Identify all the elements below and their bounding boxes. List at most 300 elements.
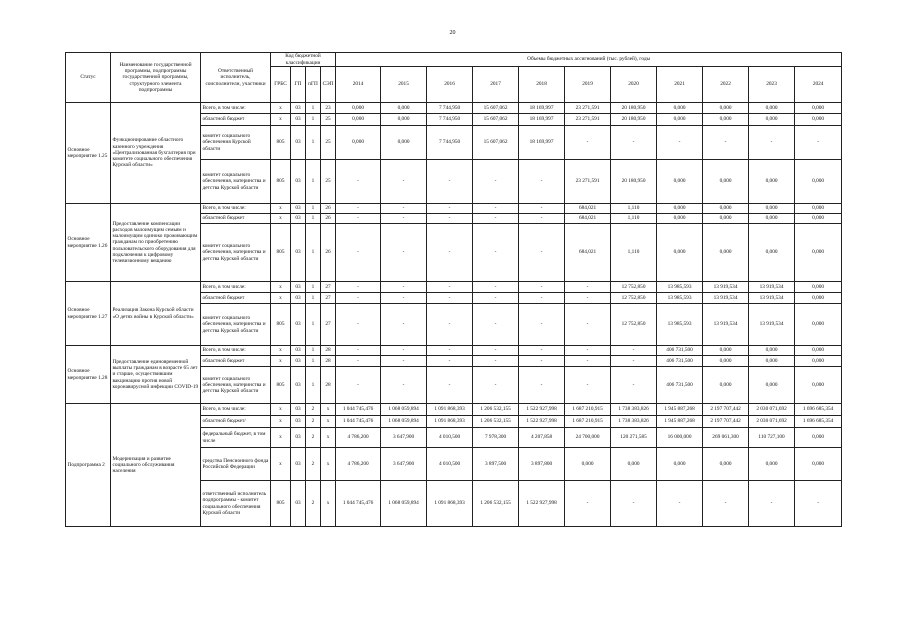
- row-executor: областной бюджет: [201, 114, 271, 126]
- row-code: 805: [271, 367, 291, 404]
- table-row: [66, 282, 842, 293]
- row-amount: 15 607,062: [473, 126, 519, 160]
- row-amount: 0,000: [703, 224, 749, 282]
- row-amount: -: [519, 346, 565, 356]
- row-amount: -: [611, 126, 657, 160]
- row-amount: 0,000: [749, 204, 795, 214]
- row-amount: 0,000: [703, 103, 749, 114]
- row-amount: 13 919,534: [703, 293, 749, 304]
- row-amount: 0,000: [703, 367, 749, 404]
- row-amount: -: [336, 204, 381, 214]
- row-amount: 1 044 745,476: [336, 416, 381, 428]
- header-code: ГП: [291, 67, 306, 103]
- row-amount: 0,000: [749, 114, 795, 126]
- row-amount: -: [519, 356, 565, 367]
- row-amount: 0,000: [381, 114, 427, 126]
- row-amount: -: [795, 126, 842, 160]
- row-code: 27: [321, 282, 336, 293]
- header-year: 2017: [473, 67, 519, 103]
- row-amount: -: [749, 126, 795, 160]
- row-amount: -: [381, 356, 427, 367]
- row-code: 03: [291, 114, 306, 126]
- header-codes-group: Код бюджетной классификации: [271, 53, 336, 67]
- row-amount: 23 271,591: [565, 114, 611, 126]
- row-executor: Всего, в том числе:: [201, 103, 271, 114]
- row-amount: -: [473, 367, 519, 404]
- row-amount: 1 044 745,476: [336, 481, 381, 527]
- row-amount: -: [381, 224, 427, 282]
- row-amount: 1,110: [611, 224, 657, 282]
- row-code: х: [321, 448, 336, 481]
- row-amount: -: [519, 224, 565, 282]
- row-amount: -: [473, 214, 519, 224]
- row-amount: 406 731,500: [657, 367, 703, 404]
- row-code: 1: [306, 126, 321, 160]
- row-amount: 0,000: [703, 214, 749, 224]
- row-amount: -: [427, 356, 473, 367]
- row-amount: -: [336, 304, 381, 346]
- row-executor: Всего, в том числе:: [201, 404, 271, 416]
- row-amount: 2 030 071,692: [749, 404, 795, 416]
- row-amount: 1 091 868,393: [427, 416, 473, 428]
- row-amount: 0,000: [795, 204, 842, 214]
- row-amount: 1 945 887,268: [657, 416, 703, 428]
- row-code: 1: [306, 114, 321, 126]
- row-amount: 4 207,858: [519, 428, 565, 448]
- row-amount: -: [519, 160, 565, 204]
- row-executor: комитет социального обеспечения Курской области: [201, 126, 271, 160]
- row-amount: 1 945 887,268: [657, 404, 703, 416]
- row-amount: 15 607,062: [473, 103, 519, 114]
- row-amount: 0,000: [795, 346, 842, 356]
- row-amount: -: [381, 346, 427, 356]
- row-amount: -: [336, 282, 381, 293]
- row-amount: 24 700,000: [565, 428, 611, 448]
- row-code: 03: [291, 404, 306, 416]
- row-amount: 0,000: [703, 114, 749, 126]
- row-amount: 0,000: [657, 214, 703, 224]
- row-amount: 2 197 707,442: [703, 404, 749, 416]
- row-code: 26: [321, 224, 336, 282]
- row-code: 03: [291, 214, 306, 224]
- row-code: 27: [321, 304, 336, 346]
- row-amount: 13 919,534: [749, 282, 795, 293]
- row-code: 805: [271, 126, 291, 160]
- row-code: х: [271, 346, 291, 356]
- row-amount: 7 978,300: [473, 428, 519, 448]
- row-amount: 0,000: [795, 214, 842, 224]
- row-amount: 1 696 685,354: [795, 404, 842, 416]
- header-year: 2019: [565, 67, 611, 103]
- header-code: пГП: [306, 67, 321, 103]
- row-code: х: [271, 214, 291, 224]
- row-amount: 4 010,500: [427, 428, 473, 448]
- row-amount: -: [473, 356, 519, 367]
- row-amount: 2 030 071,692: [749, 416, 795, 428]
- row-amount: 0,000: [657, 204, 703, 214]
- row-amount: 12 752,850: [611, 282, 657, 293]
- row-amount: 0,000: [657, 224, 703, 282]
- row-amount: 120 271,585: [611, 428, 657, 448]
- page-number: 20: [449, 30, 456, 36]
- row-amount: 0,000: [657, 114, 703, 126]
- row-amount: -: [381, 293, 427, 304]
- row-code: 1: [306, 204, 321, 214]
- row-amount: -: [565, 126, 611, 160]
- row-amount: 0,000: [749, 224, 795, 282]
- row-amount: 0,000: [795, 282, 842, 293]
- row-code: 1: [306, 356, 321, 367]
- row-code: х: [271, 448, 291, 481]
- row-amount: 0,000: [749, 346, 795, 356]
- header-year: 2022: [703, 67, 749, 103]
- row-amount: 0,000: [795, 224, 842, 282]
- row-amount: 16 000,000: [657, 428, 703, 448]
- row-amount: 20 180,950: [611, 114, 657, 126]
- row-amount: -: [565, 481, 611, 527]
- header-year: 2014: [336, 67, 381, 103]
- row-code: 03: [291, 293, 306, 304]
- row-amount: 0,000: [795, 304, 842, 346]
- row-code: 1: [306, 304, 321, 346]
- row-amount: -: [611, 346, 657, 356]
- row-amount: 1 091 868,393: [427, 481, 473, 527]
- row-amount: -: [381, 304, 427, 346]
- row-code: 805: [271, 304, 291, 346]
- row-amount: 0,000: [795, 367, 842, 404]
- row-code: х: [271, 282, 291, 293]
- row-amount: -: [336, 160, 381, 204]
- row-amount: -: [427, 224, 473, 282]
- row-code: 28: [321, 367, 336, 404]
- row-executor: областной бюджет: [201, 214, 271, 224]
- row-code: 1: [306, 367, 321, 404]
- row-code: 25: [321, 160, 336, 204]
- row-amount: -: [611, 356, 657, 367]
- row-amount: -: [427, 204, 473, 214]
- row-code: х: [271, 416, 291, 428]
- row-amount: 684,021: [565, 204, 611, 214]
- row-code: х: [271, 114, 291, 126]
- row-amount: -: [519, 367, 565, 404]
- row-amount: 0,000: [795, 160, 842, 204]
- table-row: [66, 404, 842, 416]
- row-amount: -: [427, 282, 473, 293]
- row-executor: областной бюджет: [201, 293, 271, 304]
- row-amount: 4 010,500: [427, 448, 473, 481]
- row-amount: 0,000: [611, 448, 657, 481]
- row-amount: -: [336, 356, 381, 367]
- row-code: х: [271, 204, 291, 214]
- row-executor: областной бюджет: [201, 356, 271, 367]
- header-year: 2018: [519, 67, 565, 103]
- row-amount: -: [519, 282, 565, 293]
- row-executor: ответственный исполнитель подпрограммы - комитет социального обеспечения Курской области: [201, 481, 271, 527]
- row-code: 03: [291, 448, 306, 481]
- row-code: 805: [271, 481, 291, 527]
- row-amount: 1 206 532,155: [473, 416, 519, 428]
- row-amount: -: [427, 160, 473, 204]
- row-name: Функционирование областного казенного учреждения «Централизованная бухгалтерия при комитете социального обеспечения Курской области»: [111, 103, 201, 204]
- row-amount: 3 897,500: [473, 448, 519, 481]
- row-name: Реализация Закона Курской области «О детях войны в Курской области»: [111, 282, 201, 346]
- row-amount: 0,000: [703, 448, 749, 481]
- row-executor: комитет социального обеспечения, материнства и детства Курской области: [201, 160, 271, 204]
- row-amount: -: [519, 204, 565, 214]
- row-amount: 1 522 927,998: [519, 481, 565, 527]
- row-code: х: [271, 293, 291, 304]
- row-code: х: [321, 404, 336, 416]
- row-amount: 1 522 927,998: [519, 416, 565, 428]
- row-amount: 0,000: [565, 448, 611, 481]
- row-amount: 1 738 383,826: [611, 404, 657, 416]
- row-code: 03: [291, 481, 306, 527]
- row-amount: -: [427, 367, 473, 404]
- header-status: Статус: [66, 53, 111, 103]
- row-amount: -: [473, 282, 519, 293]
- row-amount: 18 169,997: [519, 126, 565, 160]
- row-amount: -: [611, 481, 657, 527]
- row-amount: 110 727,100: [749, 428, 795, 448]
- row-amount: 13 985,593: [657, 293, 703, 304]
- row-amount: 0,000: [749, 448, 795, 481]
- row-amount: -: [611, 367, 657, 404]
- row-amount: -: [749, 481, 795, 527]
- table-row: [66, 103, 842, 114]
- row-amount: -: [336, 367, 381, 404]
- row-amount: 13 985,593: [657, 304, 703, 346]
- row-amount: -: [336, 293, 381, 304]
- row-amount: -: [427, 214, 473, 224]
- row-amount: -: [657, 481, 703, 527]
- row-amount: 20 180,950: [611, 103, 657, 114]
- row-amount: 269 061,300: [703, 428, 749, 448]
- row-amount: 0,000: [336, 126, 381, 160]
- header-code: ГРБС: [271, 67, 291, 103]
- header-executor: Ответственный исполнитель, соисполнители, участники: [201, 53, 271, 103]
- row-amount: 12 752,850: [611, 304, 657, 346]
- row-executor: комитет социального обеспечения, материнства и детства Курской области: [201, 224, 271, 282]
- row-amount: 406 731,500: [657, 356, 703, 367]
- row-code: 03: [291, 356, 306, 367]
- row-amount: 0,000: [657, 160, 703, 204]
- row-executor: комитет социального обеспечения, материнства и детства Курской области: [201, 304, 271, 346]
- row-amount: 7 744,950: [427, 126, 473, 160]
- row-amount: -: [381, 204, 427, 214]
- row-amount: 1 206 532,155: [473, 481, 519, 527]
- row-amount: 1 206 532,155: [473, 404, 519, 416]
- row-amount: 0,000: [657, 448, 703, 481]
- header-year: 2016: [427, 67, 473, 103]
- row-amount: 1 738 383,826: [611, 416, 657, 428]
- row-amount: -: [565, 367, 611, 404]
- row-code: 03: [291, 367, 306, 404]
- row-code: 27: [321, 293, 336, 304]
- row-amount: -: [427, 304, 473, 346]
- header-name: Наименование государственной программы, подпрограммы государственной программы, структурного элемента подпрограммы: [111, 53, 201, 103]
- row-amount: 13 919,534: [703, 304, 749, 346]
- row-amount: 0,000: [336, 114, 381, 126]
- row-code: х: [271, 404, 291, 416]
- table-row: [66, 204, 842, 214]
- row-code: 805: [271, 224, 291, 282]
- row-amount: 13 919,534: [703, 282, 749, 293]
- row-amount: 4 786,200: [336, 448, 381, 481]
- row-code: 2: [306, 428, 321, 448]
- row-amount: 0,000: [381, 126, 427, 160]
- row-amount: 1,110: [611, 204, 657, 214]
- row-amount: 1,110: [611, 214, 657, 224]
- row-amount: -: [565, 304, 611, 346]
- row-amount: 13 919,534: [749, 304, 795, 346]
- row-status: Основное мероприятие 1.25: [66, 103, 111, 204]
- row-code: 2: [306, 448, 321, 481]
- row-amount: 0,000: [795, 114, 842, 126]
- header-year: 2020: [611, 67, 657, 103]
- row-amount: -: [565, 282, 611, 293]
- row-amount: -: [473, 293, 519, 304]
- row-amount: 20 180,950: [611, 160, 657, 204]
- row-code: 1: [306, 103, 321, 114]
- row-amount: -: [473, 160, 519, 204]
- row-amount: -: [519, 214, 565, 224]
- row-amount: -: [473, 204, 519, 214]
- row-amount: -: [565, 346, 611, 356]
- row-amount: 7 744,950: [427, 114, 473, 126]
- row-code: 03: [291, 126, 306, 160]
- row-code: 03: [291, 224, 306, 282]
- row-amount: 0,000: [795, 428, 842, 448]
- header-code: СЭП: [321, 67, 336, 103]
- row-status: Подпрограмма 2: [66, 404, 111, 527]
- row-code: 28: [321, 356, 336, 367]
- row-code: 28: [321, 346, 336, 356]
- table-row: [66, 346, 842, 356]
- header-year: 2021: [657, 67, 703, 103]
- row-amount: 0,000: [795, 293, 842, 304]
- row-amount: -: [703, 126, 749, 160]
- row-amount: 1 044 745,476: [336, 404, 381, 416]
- row-code: 805: [271, 160, 291, 204]
- row-amount: -: [519, 304, 565, 346]
- row-amount: 1 068 059,894: [381, 404, 427, 416]
- row-amount: -: [703, 481, 749, 527]
- row-code: 25: [321, 114, 336, 126]
- row-amount: 0,000: [749, 214, 795, 224]
- row-code: 03: [291, 416, 306, 428]
- row-executor: средства Пенсионного фонда Российской Федерации: [201, 448, 271, 481]
- header-year: 2023: [749, 67, 795, 103]
- row-amount: 2 197 707,442: [703, 416, 749, 428]
- budget-table: [65, 52, 842, 527]
- row-amount: 0,000: [703, 160, 749, 204]
- row-code: 03: [291, 346, 306, 356]
- row-amount: 1 687 210,915: [565, 416, 611, 428]
- row-amount: -: [381, 282, 427, 293]
- row-code: 03: [291, 282, 306, 293]
- row-amount: 7 744,950: [427, 103, 473, 114]
- row-amount: 4 786,200: [336, 428, 381, 448]
- row-executor: областной бюджет/: [201, 416, 271, 428]
- row-amount: -: [473, 224, 519, 282]
- row-executor: комитет социального обеспечения, материнства и детства Курской области: [201, 367, 271, 404]
- row-code: х: [321, 428, 336, 448]
- row-code: 26: [321, 214, 336, 224]
- row-amount: 15 607,062: [473, 114, 519, 126]
- row-amount: 0,000: [749, 103, 795, 114]
- header-amounts-group: Объемы бюджетных ассигнований (тыс. рублей), годы: [336, 53, 842, 67]
- row-amount: 1 687 210,915: [565, 404, 611, 416]
- row-amount: -: [519, 293, 565, 304]
- row-amount: -: [473, 304, 519, 346]
- row-amount: 684,021: [565, 214, 611, 224]
- row-amount: 0,000: [336, 103, 381, 114]
- row-code: х: [321, 481, 336, 527]
- row-code: 03: [291, 304, 306, 346]
- row-amount: 3 647,900: [381, 448, 427, 481]
- row-amount: 3 897,800: [519, 448, 565, 481]
- row-amount: 13 919,534: [749, 293, 795, 304]
- row-code: х: [271, 356, 291, 367]
- row-amount: 0,000: [703, 346, 749, 356]
- row-amount: -: [336, 346, 381, 356]
- row-amount: 0,000: [703, 204, 749, 214]
- row-code: 2: [306, 481, 321, 527]
- row-code: 1: [306, 293, 321, 304]
- row-code: 1: [306, 346, 321, 356]
- row-executor: Всего, в том числе:: [201, 346, 271, 356]
- row-amount: 0,000: [795, 356, 842, 367]
- row-code: 1: [306, 160, 321, 204]
- row-amount: 3 647,900: [381, 428, 427, 448]
- row-amount: 684,021: [565, 224, 611, 282]
- row-amount: -: [565, 356, 611, 367]
- row-amount: 1 068 059,894: [381, 481, 427, 527]
- row-code: х: [321, 416, 336, 428]
- row-amount: 1 696 685,354: [795, 416, 842, 428]
- row-code: 23: [321, 103, 336, 114]
- row-amount: 1 068 059,894: [381, 416, 427, 428]
- row-amount: -: [565, 293, 611, 304]
- row-amount: -: [336, 224, 381, 282]
- row-amount: -: [795, 481, 842, 527]
- row-code: х: [271, 428, 291, 448]
- row-amount: 1 091 868,393: [427, 404, 473, 416]
- row-amount: 23 271,591: [565, 160, 611, 204]
- row-executor: федеральный бюджет, в том числе: [201, 428, 271, 448]
- row-amount: -: [427, 293, 473, 304]
- row-name: Предоставление компенсации расходов малоимущим семьям и малоимущим одиноко проживающим гражданам по приобретению пользовательского оборудования для подключения к цифровому телевизионному вещанию: [111, 204, 201, 282]
- row-amount: 18 169,997: [519, 114, 565, 126]
- row-executor: Всего, в том числе:: [201, 204, 271, 214]
- row-amount: -: [427, 346, 473, 356]
- row-amount: 12 752,850: [611, 293, 657, 304]
- row-amount: 406 731,500: [657, 346, 703, 356]
- row-code: 03: [291, 204, 306, 214]
- row-name: Модернизация и развитие социального обслуживания населения: [111, 404, 201, 527]
- row-amount: 0,000: [749, 356, 795, 367]
- row-code: х: [271, 103, 291, 114]
- row-amount: 23 271,591: [565, 103, 611, 114]
- row-amount: 0,000: [749, 160, 795, 204]
- row-code: 2: [306, 404, 321, 416]
- budget-table-body: [66, 103, 842, 527]
- row-amount: 0,000: [795, 103, 842, 114]
- row-code: 2: [306, 416, 321, 428]
- row-amount: 0,000: [749, 367, 795, 404]
- row-code: 26: [321, 204, 336, 214]
- row-amount: 13 985,593: [657, 282, 703, 293]
